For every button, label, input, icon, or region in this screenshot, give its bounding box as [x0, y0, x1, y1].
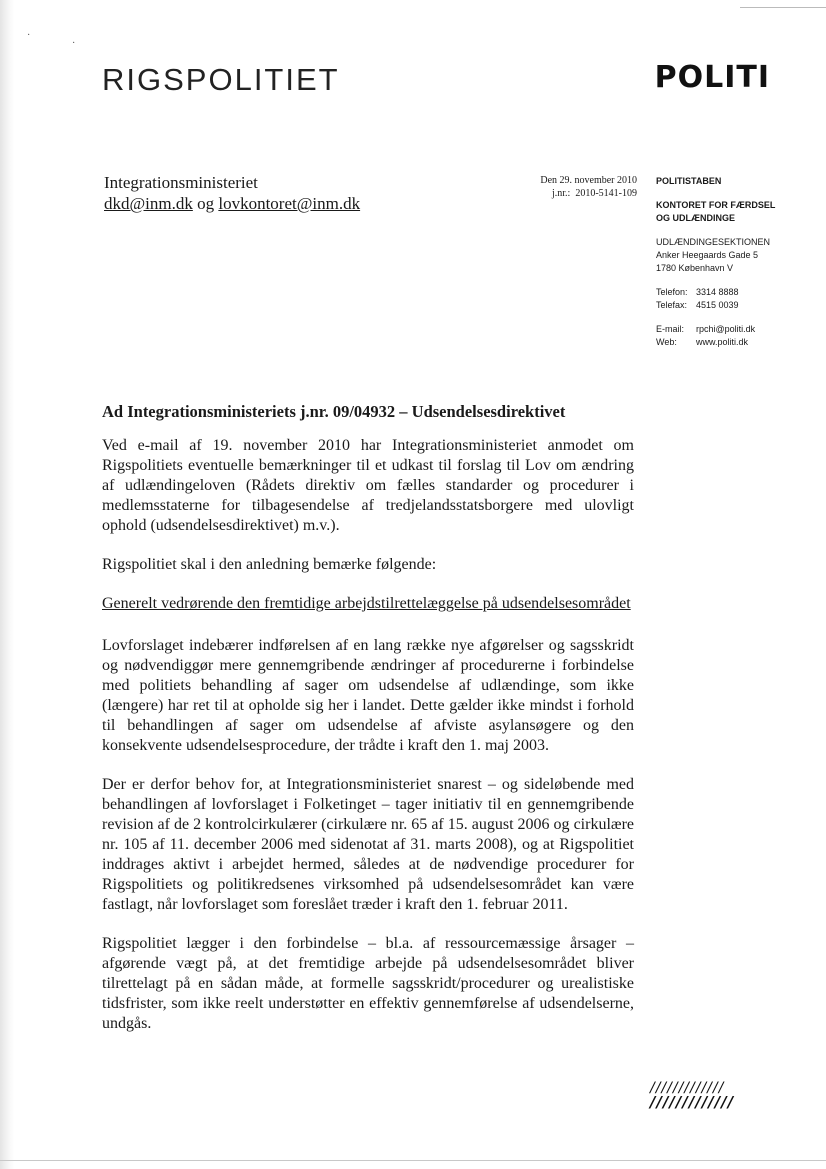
recipient-email-link[interactable]: lovkontoret@inm.dk [218, 194, 361, 213]
letter-subject: Ad Integrationsministeriets j.nr. 09/04932 – Udsendelsesdirektivet [102, 402, 566, 421]
web-label: Web: [656, 337, 677, 347]
stripe-row-thick: ///////////// [650, 1093, 735, 1111]
scan-top-line [740, 7, 826, 8]
sender-email-row [656, 323, 816, 336]
letterhead-title: RIGSPOLITIET [102, 62, 340, 97]
scan-edge [0, 0, 14, 1169]
email-label: E-mail: [656, 324, 685, 334]
scan-speck: · [27, 30, 31, 41]
recipient-block [104, 172, 360, 214]
sender-city: 1780 København V [656, 263, 734, 273]
recipient-email-joiner: og [192, 194, 219, 213]
sender-office: OG UDLÆNDINGE [656, 213, 736, 223]
letter-body [102, 436, 634, 1053]
sender-section: UDLÆNDINGESEKTIONEN [656, 237, 771, 247]
scan-speck: · [72, 38, 76, 49]
body-paragraph: Lovforslaget indebærer indførelsen af en lang række nye afgørelser og sagsskridt og nødvendiggør mere gennemgribende ændringer af procedurerne i forbindelse med politiets behandling af sager om udsendelse af udlændinge, som ikke (længere) har ret til at opholde sig her i landet. Dette gælder ikke mindst i forhold til behandlingen af sager om udsendelse af afviste asylansøgere og den konsekvente udsendelsesprocedure, der trådte i kraft den 1. maj 2003. [102, 637, 634, 754]
letter-date: Den 29. november 2010 [540, 175, 637, 186]
body-paragraph: Rigspolitiet lægger i den forbindelse – bl.a. af ressourcemæssige årsager – afgørende vægt på, at det fremtidige arbejde på udsendelsesområdet bliver tilrettelagt på en sådan måde, at formelle sagsskridt/procedurer og urealistiske tidsfrister, som ikke reelt understøtter en effektiv gennemførelse af udsendelserne, undgås. [102, 935, 634, 1032]
politi-logo: POLITI [654, 60, 770, 95]
phone-label: Telefon: [656, 287, 688, 297]
politi-stripe-mark [650, 1081, 734, 1109]
sender-street: Anker Heegaards Gade 5 [656, 250, 759, 260]
phone-value: 3314 8888 [696, 287, 739, 297]
sender-unit: POLITISTABEN [656, 176, 722, 186]
email-value: rpchi@politi.dk [696, 324, 756, 334]
body-paragraph: Ved e-mail af 19. november 2010 har Integrationsministeriet anmodet om Rigspolitiets eventuelle bemærkninger til et udkast til forslag til Lov om ændring af udlændingeloven (Rådets direktiv om fælles standarder og procedurer i medlemsstaterne for tilbagesendelse af tredjelandsstatsborgere med ulovligt ophold (udsendelsesdirektivet) m.v.). [102, 437, 634, 534]
stripe-row-thin: ///////////// [650, 1080, 725, 1096]
section-heading: Generelt vedrørende den fremtidige arbejdstilrettelæggelse på udsendelsesområdet [102, 595, 631, 612]
web-value: www.politi.dk [696, 337, 749, 347]
body-paragraph: Rigspolitiet skal i den anledning bemærke følgende: [102, 556, 437, 573]
sender-web-row [656, 336, 816, 349]
sender-phone-row [656, 286, 816, 299]
sender-fax-row [656, 299, 816, 312]
recipient-name: Integrationsministeriet [104, 173, 258, 192]
date-block [500, 174, 637, 200]
fax-value: 4515 0039 [696, 300, 739, 310]
scan-bottom-line [0, 1160, 826, 1161]
fax-label: Telefax: [656, 300, 688, 310]
body-paragraph: Der er derfor behov for, at Integrationsministeriet snarest – og sideløbende med behandlingen af lovforslaget i Folketinget – tager initiativ til en gennemgribende revision af de 2 kontrolcirkulærer (cirkulære nr. 65 af 15. august 2006 og cirkulære nr. 105 af 11. december 2006 med sidenotat af 31. marts 2008), og at Rigspolitiet inddrages aktivt i arbejdet hermed, således at de nødvendige procedurer for Rigspolitiets og politikredsenes virksomhed på udsendelsesområdet kan være fastlagt, når lovforslaget som foreslået træder i kraft den 1. februar 2011. [102, 776, 634, 913]
sender-office: KONTORET FOR FÆRDSEL [656, 200, 776, 210]
sender-sidebar [656, 175, 816, 349]
recipient-emails [104, 193, 360, 214]
recipient-email-link[interactable]: dkd@inm.dk [104, 194, 193, 213]
journal-number: j.nr.: 2010-5141-109 [552, 188, 637, 199]
